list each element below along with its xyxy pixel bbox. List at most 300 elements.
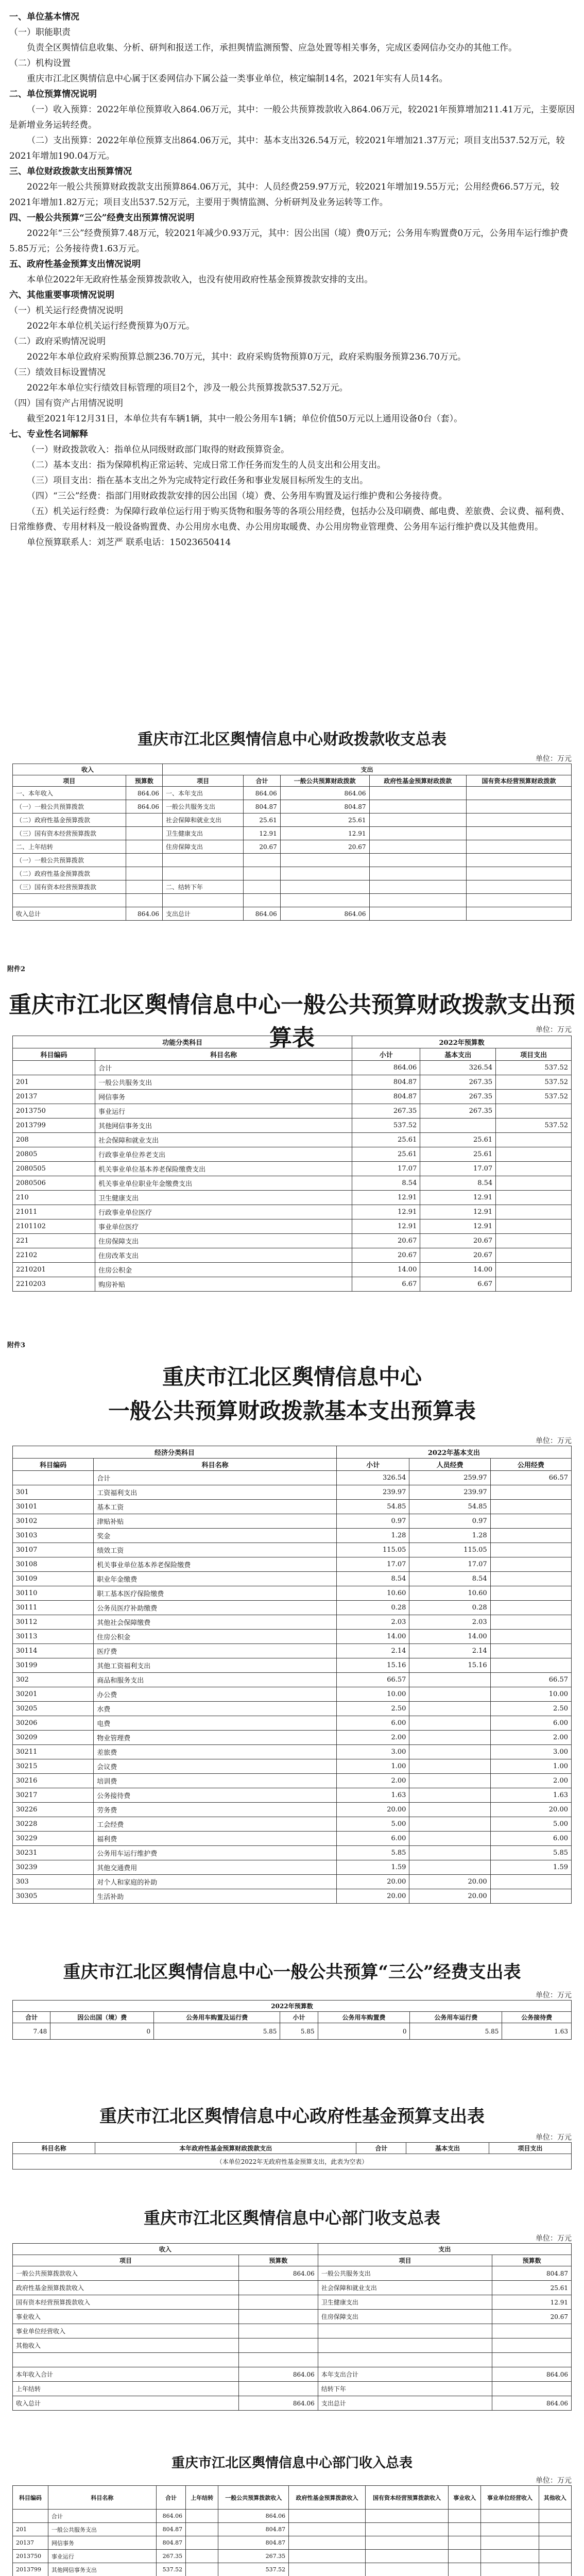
table-cell: 5.85	[490, 1846, 571, 1860]
table-cell	[409, 1788, 490, 1803]
table-cell	[13, 1061, 95, 1075]
table-cell	[369, 880, 466, 894]
table-cell	[481, 2550, 539, 2563]
table-cell: 30114	[13, 1644, 94, 1658]
table-cell: 12.91	[280, 827, 369, 840]
table3-title-line2: 一般公共预算财政拨款基本支出预算表	[108, 1398, 476, 1423]
table-cell: 326.54	[420, 1061, 496, 1075]
table-cell	[496, 1248, 572, 1263]
note-paragraph: 本单位2022年无政府性基金预算拨款收入，也没有使用政府性基金预算拨款安排的支出。	[27, 275, 373, 285]
table-cell: 20.67	[352, 1234, 420, 1248]
table-cell	[496, 1205, 572, 1219]
table-cell	[449, 2550, 481, 2563]
table-cell: 115.05	[336, 1543, 409, 1557]
table-cell	[409, 1803, 490, 1817]
table-cell	[496, 1104, 572, 1118]
table-row	[13, 1630, 572, 1644]
table2	[12, 1036, 572, 1292]
table-cell	[409, 1817, 490, 1832]
table-cell	[13, 1471, 94, 1485]
table-cell: 5.00	[336, 1817, 409, 1832]
table-cell: 事业单位经营收入	[13, 2324, 239, 2338]
table-cell: 12.91	[352, 1191, 420, 1205]
table-cell: 2.03	[336, 1615, 409, 1630]
table-cell	[539, 2563, 571, 2576]
note-paragraph: 2022年一般公共预算财政拨款支出预算864.06万元，其中：人员经费259.97万元，较2021年增加19.55万元；公用经费66.57万元，较2021年增加1.82万元；项目支出537.52万元，主要用于舆情监测、分析研判及业务运转等工作。	[9, 182, 559, 208]
table-cell: 1.63	[336, 1788, 409, 1803]
table-cell	[539, 2550, 571, 2563]
note-paragraph: （一）收入预算：2022年单位预算收入864.06万元，其中：一般公共预算拨款收入864.06万元，较2021年预算增加211.41万元，主要原因是新增业务运转经费。	[9, 105, 575, 130]
table-cell: 5.85	[336, 1846, 409, 1860]
table-cell	[13, 2353, 239, 2367]
column-header: 公用经费	[490, 1459, 571, 1471]
note-paragraph: 五、政府性基金预算支出情况说明	[9, 259, 141, 269]
table-cell: 14.00	[336, 1630, 409, 1644]
table-row	[13, 1702, 572, 1716]
column-header: 项目支出	[496, 1048, 572, 1061]
column-header: 小计	[336, 1459, 409, 1471]
table-row	[13, 1673, 572, 1687]
table-cell: 政府性基金预算拨款收入	[13, 2281, 239, 2295]
table3-attachment-label: 附件3	[7, 1342, 26, 1349]
table-cell: 7.48	[13, 2023, 50, 2040]
table-cell	[409, 1745, 490, 1759]
table-cell	[13, 2510, 48, 2523]
table-cell: 537.52	[218, 2563, 289, 2576]
table-cell: 864.06	[280, 907, 369, 921]
column-header: 合计	[13, 2012, 50, 2023]
table-cell: 12.91	[244, 827, 280, 840]
note-paragraph: 2022年“三公”经费预算7.48万元，较2021年减少0.93万元，其中：因公出国（境）费0万元；公务用车购置费0万元，公务用车运行维护费5.85万元；公务接待费1.63万元。	[9, 228, 569, 254]
note-paragraph: 四、一般公共预算“三公”经费支出预算情况说明	[9, 213, 195, 223]
table-cell: 804.87	[352, 1075, 420, 1090]
table-header-row	[13, 1048, 572, 1061]
table-row	[13, 1644, 572, 1658]
table-row	[13, 1889, 572, 1904]
table-row	[13, 787, 572, 800]
table-cell	[490, 1543, 571, 1557]
note-paragraph: 六、其他重要事项情况说明	[9, 290, 114, 300]
note-paragraph: 2022年本单位机关运行经费预算为0万元。	[27, 321, 195, 331]
column-header: 公务用车运行费	[410, 2012, 502, 2023]
table-cell: 20.67	[244, 840, 280, 854]
table-cell: 30113	[13, 1630, 94, 1644]
table-cell: 3.00	[336, 1745, 409, 1759]
table-row	[13, 1774, 572, 1788]
column-header: 支出	[163, 764, 572, 775]
table-cell: 537.52	[496, 1075, 572, 1090]
table-row	[13, 1759, 572, 1774]
table-cell: 30101	[13, 1500, 94, 1514]
table-row	[13, 2154, 572, 2170]
table-cell: 10.60	[409, 1586, 490, 1601]
table-cell: 机关事业单位职业年金缴费支出	[95, 1176, 352, 1191]
table-cell	[13, 894, 126, 907]
table-cell: 30109	[13, 1572, 94, 1586]
table-cell: （二）政府性基金预算拨款	[13, 814, 126, 827]
table-cell: 会议费	[94, 1759, 337, 1774]
note-paragraph: 三、单位财政拨款支出预算情况	[9, 166, 132, 177]
table-header-row	[13, 1459, 572, 1471]
table-cell: 卫生健康支出	[318, 2295, 492, 2310]
table-cell	[466, 907, 571, 921]
table-cell: 职工基本医疗保险缴费	[94, 1586, 337, 1601]
table-cell: 20.67	[420, 1248, 496, 1263]
table-cell	[365, 2536, 448, 2550]
table-cell: 804.87	[244, 800, 280, 814]
note-paragraph: （五）机关运行经费：为保障行政单位运行用于购买货物和服务等的各项公用经费，包括办公及印刷费、邮电费、差旅费、会议费、福利费、日常维修费、专用材料及一般设备购置费、办公用房水电费、办公用房取暖费、办公用房物业管理费、公务用车运行维护费以及其他费用。	[9, 506, 570, 532]
table-cell: 1.00	[490, 1759, 571, 1774]
table-cell: 864.06	[239, 2396, 318, 2411]
column-header: 科目名称	[48, 2486, 156, 2510]
note-paragraph: （三）项目支出：指在基本支出之外为完成特定行政任务和事业发展目标所发生的支出。	[27, 476, 368, 486]
column-header: 科目名称	[13, 2143, 95, 2154]
table-row	[13, 2550, 572, 2563]
table-cell: 14.00	[409, 1630, 490, 1644]
table-row	[13, 880, 572, 894]
table-cell	[369, 787, 466, 800]
table-cell: 239.97	[409, 1485, 490, 1500]
table-cell	[239, 2310, 318, 2324]
table-cell: 22102	[13, 1248, 95, 1263]
table-cell: 6.67	[420, 1277, 496, 1292]
table-row	[13, 1601, 572, 1615]
table-cell: 30231	[13, 1846, 94, 1860]
table-cell	[163, 867, 244, 880]
table-header-row	[13, 2255, 572, 2266]
table-cell: 2080506	[13, 1176, 95, 1191]
table-cell	[126, 827, 162, 840]
table-cell: 一般公共服务支出	[48, 2523, 156, 2536]
table-row	[13, 1061, 572, 1075]
table-cell	[365, 2510, 448, 2523]
table-cell: 事业单位医疗	[95, 1219, 352, 1234]
table-cell: 25.61	[420, 1133, 496, 1147]
table-cell: 2210201	[13, 1263, 95, 1277]
table-cell: 2013799	[13, 1118, 95, 1133]
column-header: 科目名称	[94, 1459, 337, 1471]
table-cell	[409, 1759, 490, 1774]
table4-title: 重庆市江北区舆情信息中心一般公共预算“三公”经费支出表	[63, 1962, 521, 1982]
table-cell: 537.52	[496, 1061, 572, 1075]
table-cell: 上年结转	[13, 2382, 239, 2396]
table-cell: 17.07	[420, 1162, 496, 1176]
table-cell: 864.06	[239, 2367, 318, 2382]
table-row	[13, 1205, 572, 1219]
table-row	[13, 1716, 572, 1731]
table-row	[13, 2023, 572, 2040]
table-cell: 804.87	[218, 2536, 289, 2550]
table-cell	[239, 2353, 318, 2367]
column-header: 事业单位经营收入	[481, 2486, 539, 2510]
table-cell	[496, 1234, 572, 1248]
table-row	[13, 1485, 572, 1500]
table5-unit: 单位：万元	[536, 2133, 572, 2142]
note-paragraph: 重庆市江北区舆情信息中心属于区委网信办下属公益一类事业单位，核定编制14名，2021年实有人员14名。	[27, 74, 448, 84]
column-header: 其他收入	[539, 2486, 571, 2510]
table-cell	[490, 1615, 571, 1630]
table-cell: 6.00	[490, 1832, 571, 1846]
table-cell: 事业收入	[13, 2310, 239, 2324]
table-cell	[126, 854, 162, 867]
column-header: 2022年预算数	[13, 2001, 572, 2012]
table-cell: 210	[13, 1191, 95, 1205]
table-cell: 267.35	[218, 2550, 289, 2563]
table-cell: 2.00	[336, 1774, 409, 1788]
table-cell: 864.06	[492, 2396, 572, 2411]
column-header: 小计	[352, 1048, 420, 1061]
table-cell: 10.00	[490, 1687, 571, 1702]
table-cell: 20.00	[336, 1803, 409, 1817]
table1-title: 重庆市江北区舆情信息中心财政拨款收支总表	[138, 731, 446, 749]
table-cell: 14.00	[352, 1263, 420, 1277]
note-paragraph: （二）机构设置	[9, 58, 71, 69]
table-cell: 21011	[13, 1205, 95, 1219]
table-cell: 15.16	[336, 1658, 409, 1673]
table-cell: 804.87	[492, 2266, 572, 2281]
table-cell: 25.61	[352, 1133, 420, 1147]
table-cell: 6.00	[490, 1716, 571, 1731]
table-note: （本单位2022年无政府性基金预算支出，此表为空表）	[13, 2154, 572, 2170]
table-cell	[126, 814, 162, 827]
column-header: 合计	[156, 2486, 185, 2510]
table-cell	[280, 867, 369, 880]
table3-title-line1: 重庆市江北区舆情信息中心	[162, 1364, 422, 1389]
table-cell: 30217	[13, 1788, 94, 1803]
table-cell: 17.07	[409, 1557, 490, 1572]
table7-title: 重庆市江北区舆情信息中心部门收入总表	[171, 2455, 413, 2471]
column-header: 预算数	[126, 775, 162, 787]
table-cell: 生活补助	[94, 1889, 337, 1904]
table-cell	[490, 1485, 571, 1500]
column-header: 合计	[356, 2143, 406, 2154]
column-header: 合计	[244, 775, 280, 787]
table-cell	[409, 1846, 490, 1860]
note-paragraph: （二）支出预算：2022年单位预算支出864.06万元，其中：基本支出326.54万元，较2021年增加21.37万元；项目支出537.52万元，较2021年增加190.04万元。	[9, 135, 565, 161]
table-cell: 537.52	[496, 1118, 572, 1133]
column-header: 国有资本经营预算拨款收入	[365, 2486, 448, 2510]
table-cell: 804.87	[352, 1090, 420, 1104]
table-cell	[369, 827, 466, 840]
column-header: 公务接待费	[502, 2012, 572, 2023]
table-cell: 工会经费	[94, 1817, 337, 1832]
table-row	[13, 2367, 572, 2382]
table-cell: 804.87	[156, 2523, 185, 2536]
table-cell: 2.00	[490, 1731, 571, 1745]
table5-title: 重庆市江北区舆情信息中心政府性基金预算支出表	[99, 2106, 485, 2127]
table-cell: 合计	[95, 1061, 352, 1075]
table-cell: 网信事务	[95, 1090, 352, 1104]
table-row	[13, 1277, 572, 1292]
table6	[12, 2243, 572, 2411]
table-cell	[466, 800, 571, 814]
table-cell: 其他工资福利支出	[94, 1658, 337, 1673]
table-cell: 30201	[13, 1687, 94, 1702]
table-cell: 20.67	[280, 840, 369, 854]
table-cell	[481, 2510, 539, 2523]
table-cell: 公务员医疗补助缴费	[94, 1601, 337, 1615]
table-row	[13, 1075, 572, 1090]
table-cell: 其他交通费用	[94, 1860, 337, 1875]
table-cell	[126, 880, 162, 894]
table2-title: 重庆市江北区舆情信息中心一般公共预算财政拨款支出预算表	[9, 992, 575, 1051]
table-cell: 0	[318, 2023, 410, 2040]
table-cell	[239, 2324, 318, 2338]
column-header: 项目	[163, 775, 244, 787]
table-row	[13, 1731, 572, 1745]
table-cell	[409, 1832, 490, 1846]
table-cell	[126, 894, 162, 907]
table-row	[13, 2563, 572, 2576]
column-header: 科目编码	[13, 2486, 48, 2510]
table-cell: 17.07	[336, 1557, 409, 1572]
table-cell: 30112	[13, 1615, 94, 1630]
table-cell	[420, 1118, 496, 1133]
table-cell: 115.05	[409, 1543, 490, 1557]
table-row	[13, 1557, 572, 1572]
table-cell	[539, 2536, 571, 2550]
table-row	[13, 1234, 572, 1248]
table-cell: 本年收入合计	[13, 2367, 239, 2382]
table-cell: 行政事业单位养老支出	[95, 1147, 352, 1162]
note-paragraph: 二、单位预算情况说明	[9, 89, 97, 99]
table-cell: 326.54	[336, 1471, 409, 1485]
table-cell: 其他社会保障缴费	[94, 1615, 337, 1630]
table-row	[13, 800, 572, 814]
table-cell: 30226	[13, 1803, 94, 1817]
table-cell: 工资福利支出	[94, 1485, 337, 1500]
table-cell: 劳务费	[94, 1803, 337, 1817]
table-row	[13, 2338, 572, 2353]
table-row	[13, 2510, 572, 2523]
table-cell: 合计	[48, 2510, 156, 2523]
table-cell: 30108	[13, 1557, 94, 1572]
table-cell	[490, 1514, 571, 1529]
budget-explanation-text	[9, 9, 575, 550]
table-cell: 30229	[13, 1832, 94, 1846]
table-cell: 30199	[13, 1658, 94, 1673]
table-cell: 差旅费	[94, 1745, 337, 1759]
table-cell: 30211	[13, 1745, 94, 1759]
table-header-row	[13, 775, 572, 787]
table-cell: 15.16	[409, 1658, 490, 1673]
table3	[12, 1446, 572, 1904]
fiscal-income-expense-summary	[0, 726, 584, 918]
column-header: 基本支出	[406, 2143, 489, 2154]
table-cell: 一般公共服务支出	[318, 2266, 492, 2281]
table-cell	[365, 2550, 448, 2563]
table-cell: 259.97	[409, 1471, 490, 1485]
table-cell: 30305	[13, 1889, 94, 1904]
column-header: 公务用车购置费	[318, 2012, 410, 2023]
table-cell	[369, 894, 466, 907]
table-cell	[369, 907, 466, 921]
table-header-row	[13, 2486, 572, 2510]
table-cell: 30209	[13, 1731, 94, 1745]
table-cell: 3.00	[490, 1745, 571, 1759]
table-row	[13, 1219, 572, 1234]
column-header: 事业收入	[449, 2486, 481, 2510]
table-cell: 864.06	[126, 787, 162, 800]
table-cell	[289, 2523, 366, 2536]
table-cell: 2.03	[409, 1615, 490, 1630]
column-header: 经济分类科目	[13, 1446, 337, 1459]
table-cell: 5.85	[410, 2023, 502, 2040]
table-cell: 住房保障支出	[95, 1234, 352, 1248]
column-header: 政府性基金预算拨款收入	[289, 2486, 366, 2510]
table-cell: 一、本年支出	[163, 787, 244, 800]
table-cell: 5.85	[280, 2023, 318, 2040]
table-header-row	[13, 1036, 572, 1048]
table-cell	[490, 1586, 571, 1601]
note-paragraph: （三）绩效目标设置情况	[9, 367, 106, 378]
note-paragraph: （四）国有资产占用情况说明	[9, 398, 123, 409]
table-cell: 267.35	[156, 2550, 185, 2563]
table-cell	[244, 894, 280, 907]
table-cell: 社会保障和就业支出	[95, 1133, 352, 1147]
table-row	[13, 1263, 572, 1277]
table-cell: 14.00	[420, 1263, 496, 1277]
table-cell: 267.35	[420, 1090, 496, 1104]
table-cell: 6.00	[336, 1832, 409, 1846]
table-cell: 职业年金缴费	[94, 1572, 337, 1586]
table-cell: 住房公积金	[95, 1263, 352, 1277]
table-cell	[496, 1162, 572, 1176]
table-cell: （一）一般公共预算拨款	[13, 854, 126, 867]
table-cell: 10.00	[336, 1687, 409, 1702]
table-cell: 对个人和家庭的补助	[94, 1875, 337, 1889]
table-cell	[239, 2382, 318, 2396]
table-row	[13, 1162, 572, 1176]
table-cell	[409, 1731, 490, 1745]
table-row	[13, 2523, 572, 2536]
table-cell: 20.00	[409, 1875, 490, 1889]
table-cell	[186, 2563, 218, 2576]
table-cell: 20.00	[336, 1889, 409, 1904]
table-cell: 30102	[13, 1514, 94, 1529]
table-cell: 0	[50, 2023, 154, 2040]
table-cell	[239, 2281, 318, 2295]
table-cell	[449, 2523, 481, 2536]
note-paragraph: （一）机关运行经费情况说明	[9, 306, 123, 316]
table-cell	[466, 840, 571, 854]
table-cell: 537.52	[496, 1090, 572, 1104]
table-cell: 208	[13, 1133, 95, 1147]
table-cell: 864.06	[280, 787, 369, 800]
table-cell	[492, 2324, 572, 2338]
column-header: 一般公共预算拨款收入	[218, 2486, 289, 2510]
column-header: 政府性基金预算财政拨款	[369, 775, 466, 787]
table6-unit: 单位：万元	[536, 2234, 572, 2243]
table-cell: 1.00	[336, 1759, 409, 1774]
table-row	[13, 2536, 572, 2550]
table-cell	[481, 2536, 539, 2550]
table-cell: 25.61	[280, 814, 369, 827]
table-cell: 25.61	[492, 2281, 572, 2295]
table-cell: 培训费	[94, 1774, 337, 1788]
table-cell	[490, 1630, 571, 1644]
column-header: 2022年基本支出	[336, 1446, 571, 1459]
table7-unit: 单位：万元	[536, 2477, 572, 2485]
table4-unit: 单位：万元	[536, 1991, 572, 1999]
table-cell	[466, 827, 571, 840]
table4	[12, 2000, 572, 2040]
table7	[12, 2485, 572, 2576]
table-cell: （一）一般公共预算拨款	[13, 800, 126, 814]
table-cell: 804.87	[280, 800, 369, 814]
table-cell	[496, 1191, 572, 1205]
table-cell: 267.35	[420, 1104, 496, 1118]
